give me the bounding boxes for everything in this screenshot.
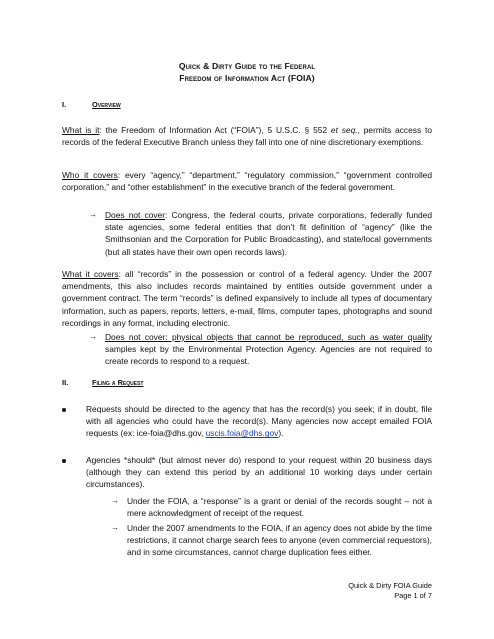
section-2-number: II. [62, 378, 69, 387]
what-is-it-em: et seq. [330, 125, 358, 135]
who-not-text: : Congress, the federal courts, private corporations, federally funded state agencies, some federal entities that don’t fit definition of “agency” (like the Smithsonian and the Corporation for Public Broadcasting), and state/local governments (but all states have their own open records laws). [105, 210, 432, 257]
what-not-text: samples kept by the Environmental Protection Agency. Agencies are not required to create records to respond to a request. [105, 344, 432, 367]
page-footer [348, 581, 432, 601]
footer-page-number: Page 1 of 7 [394, 591, 432, 600]
what-is-it-text-a: : the Freedom of Information Act (“FOIA”), 5 U.S.C. § 552 [99, 125, 331, 135]
who-covers-label: Who it covers [62, 170, 118, 180]
who-not-covered-item [89, 209, 432, 258]
what-is-it-paragraph [62, 124, 432, 148]
section-1-number: I. [62, 100, 67, 109]
bullet-1-end: ). [278, 428, 284, 439]
what-is-it-text-b: , permits access to records of the federal Executive Branch unless they fall into one of nine discretionary exemptions. [62, 125, 432, 148]
arrow-icon: → [89, 210, 97, 219]
sub-item-1-text: Under the FOIA, a “response” is a grant or denial of the records sought – not a mere acknowledgment of receipt of the request. [127, 496, 432, 519]
who-not-label: Does not cover [105, 210, 165, 220]
arrow-icon: → [89, 332, 97, 341]
what-covers-text: : all “records” in the possession or control of a federal agency. Under the 2007 amendments, this also includes records maintained by entities outside government under a government contract. The term “records” is defined expansively to include all types of documentary information, such as papers, reports, letters, e-mail, films, computer tapes, photographs and sound recordings in any format, including electronic. [62, 269, 432, 328]
title-line-1: Quick & Dirty Guide to the Federal [178, 61, 316, 71]
what-covers-label: What it covers [62, 269, 119, 279]
bullet-1-text: Requests should be directed to the agency that has the record(s) you seek; if in doubt, file with all agencies who could have the record(s). Many agencies now accept emailed FOIA requests (ex: ice-foia@dhs.gov, [86, 404, 432, 439]
title-line-2: Freedom of Information Act (FOIA) [179, 73, 315, 83]
arrow-icon: → [111, 523, 119, 532]
sub-item-1 [111, 495, 432, 519]
what-not-covered-item [89, 331, 432, 368]
section-1-heading: Overview [92, 100, 121, 109]
arrow-icon: → [111, 496, 119, 505]
bullet-2-paragraph: Agencies *should* (but almost never do) respond to your request within 20 business days (although they can extend this period by an additional 10 working days under certain circumstances). [86, 455, 432, 490]
section-2-heading: Filing a Request [92, 378, 144, 387]
what-is-it-label: What is it [62, 125, 100, 135]
bullet-icon [62, 459, 66, 463]
bullet-icon [62, 408, 66, 412]
email-link[interactable]: uscis.foia@dhs.gov [205, 428, 279, 439]
footer-title: Quick & Dirty FOIA Guide [348, 581, 432, 590]
what-covers-paragraph [62, 268, 432, 329]
sub-item-2-text: Under the 2007 amendments to the FOIA, if an agency does not abide by the time restrictions, it cannot charge search fees to anyone (even commercial requestors), and in some circumstances, cannot charge duplication fees either. [127, 523, 432, 558]
who-covers-paragraph [62, 169, 432, 193]
what-not-label: Does not cover: physical objects that cannot be reproduced, such as water quality [105, 332, 432, 342]
bullet-1-paragraph [86, 403, 432, 440]
who-covers-text: : every “agency,” “department,” “regulatory commission,” “government controlled corporation,” and “other establishment” in the executive branch of the federal government. [62, 170, 432, 193]
sub-item-2 [111, 522, 432, 559]
